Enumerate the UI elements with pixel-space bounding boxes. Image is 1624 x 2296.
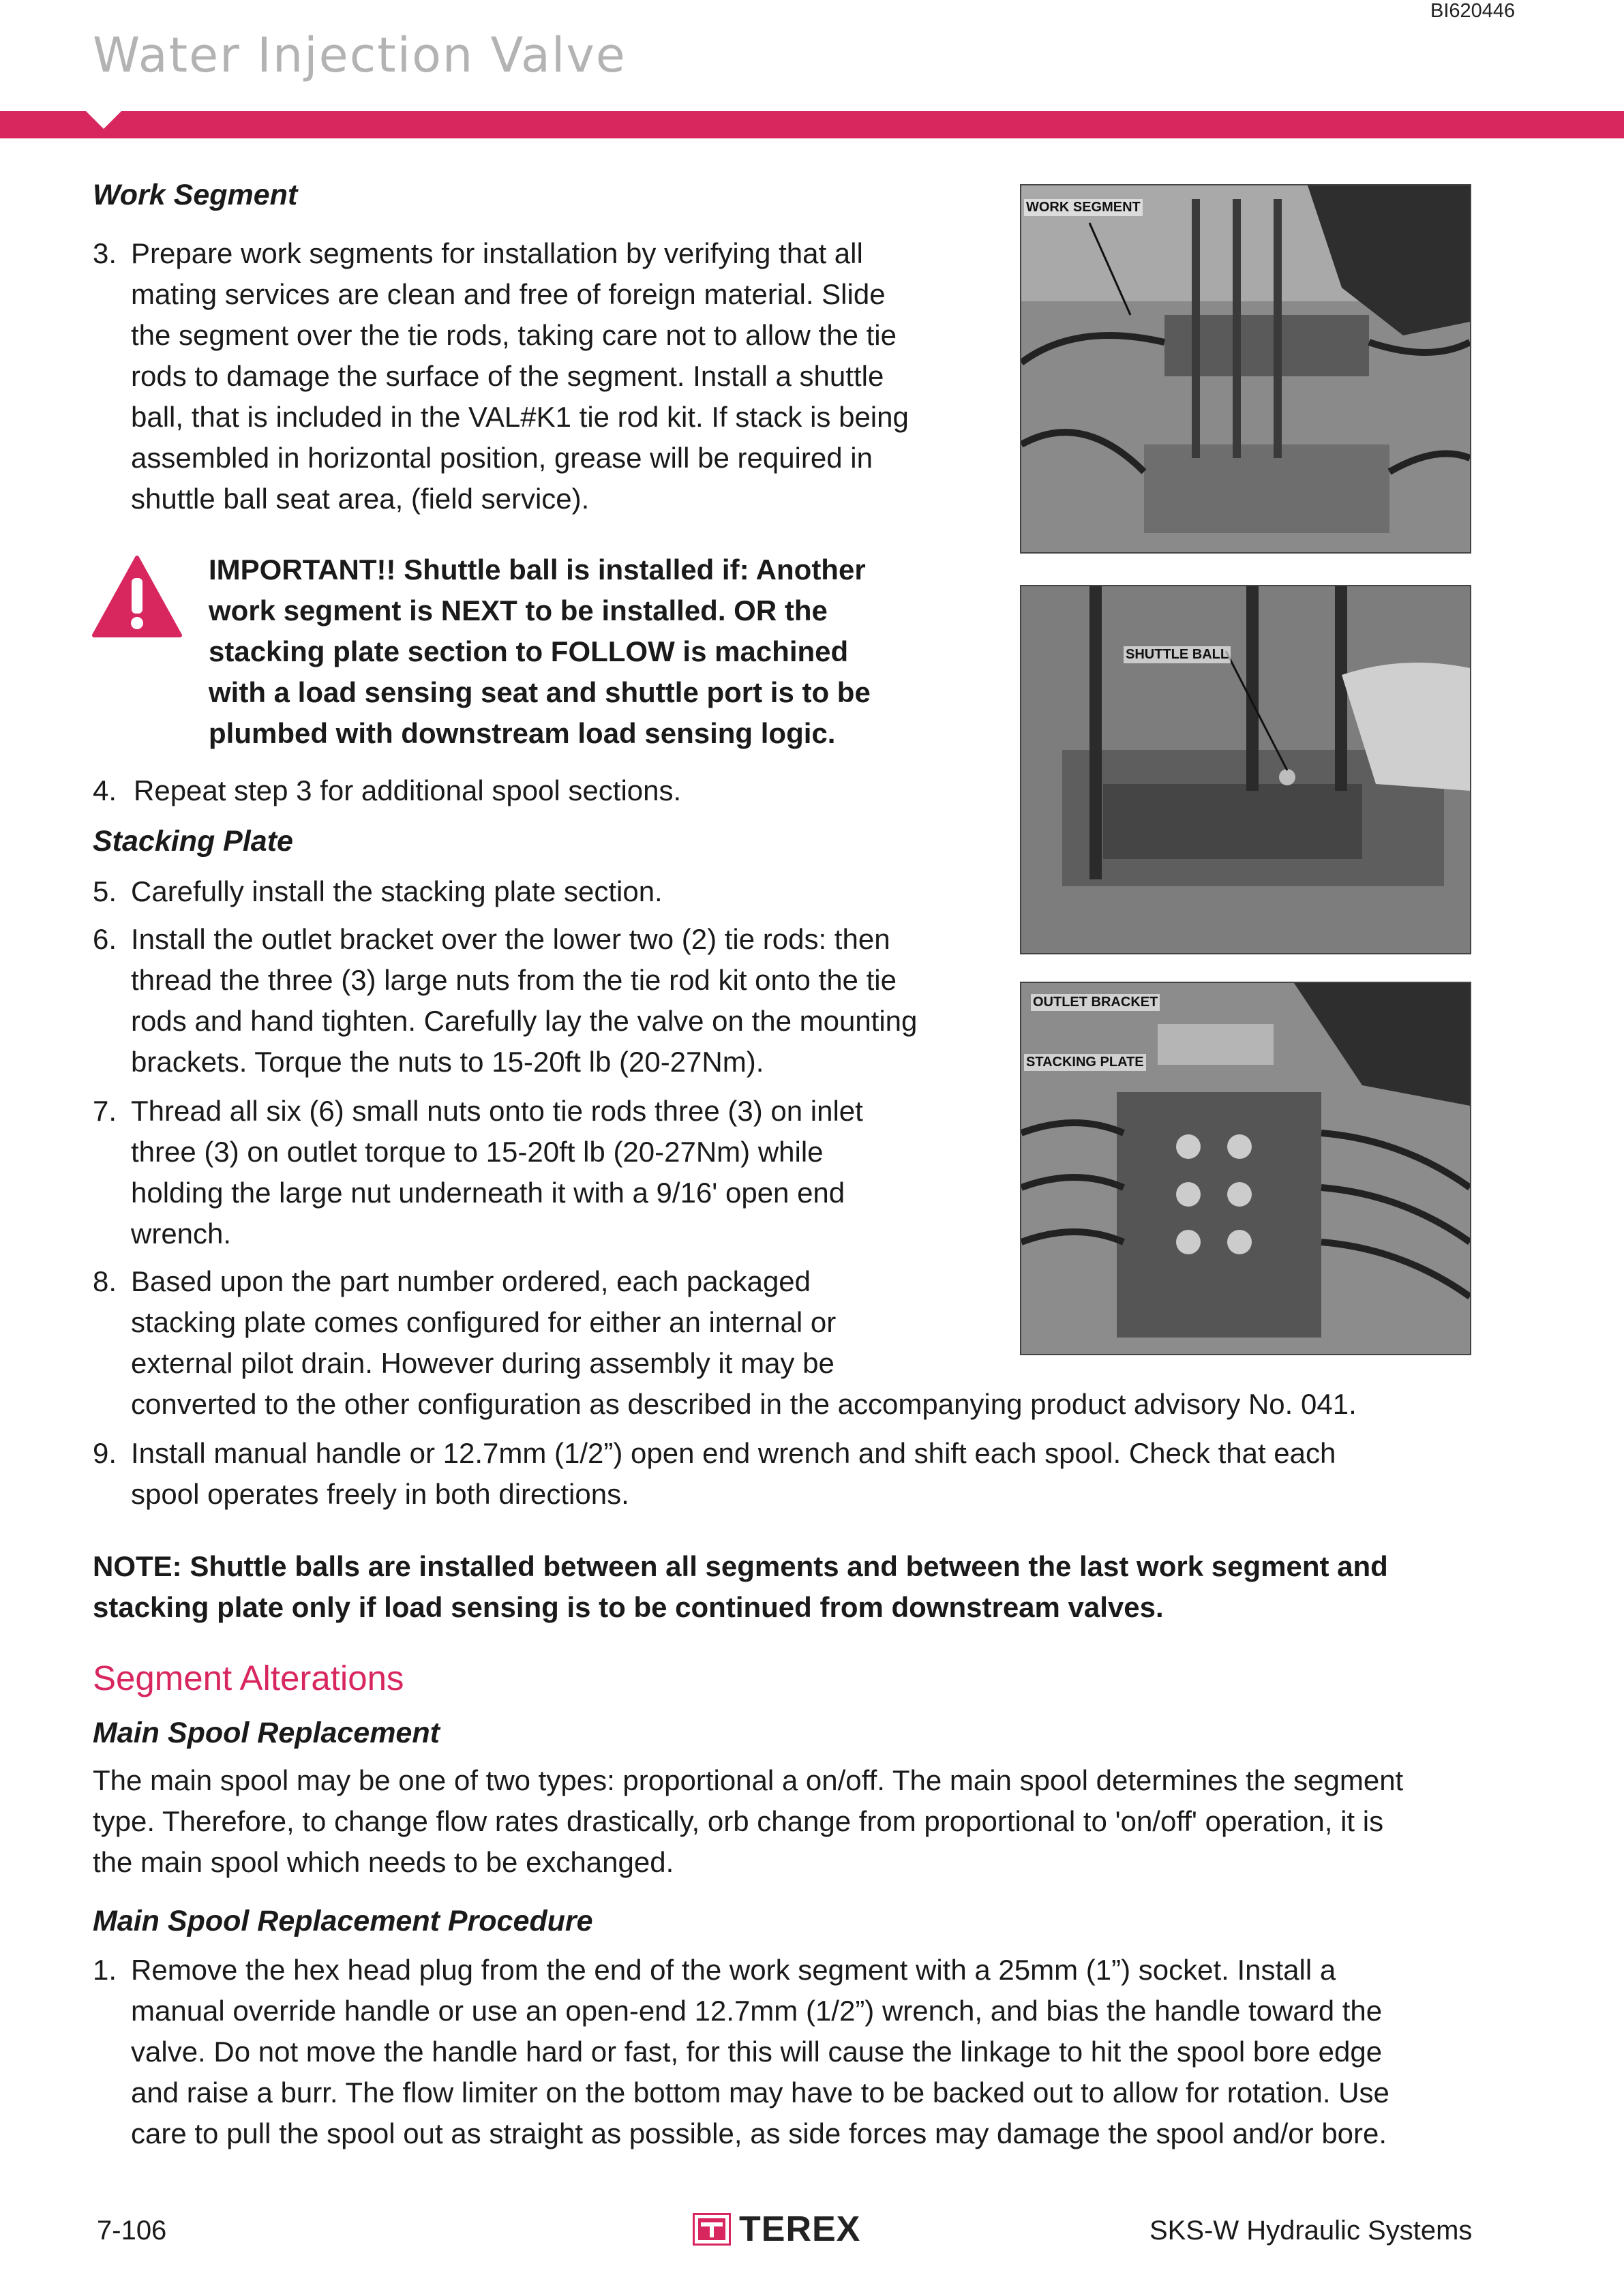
step-number: 7. bbox=[93, 1095, 117, 1127]
system-name: SKS-W Hydraulic Systems bbox=[1149, 2216, 1473, 2246]
step-6-line: brackets. Torque the nuts to 15-20ft lb (20-27Nm). bbox=[131, 1046, 764, 1078]
step-3-line: assembled in horizontal position, grease will be required in bbox=[131, 442, 873, 474]
step-8-line: converted to the other configuration as described in the accompanying product advisory No. 041. bbox=[131, 1388, 1357, 1420]
step-3-line: mating services are clean and free of foreign material. Slide bbox=[131, 278, 886, 310]
step-number: 3. bbox=[93, 237, 117, 269]
step-6-line: rods and hand tighten. Carefully lay the valve on the mounting bbox=[131, 1005, 918, 1037]
step-7-line: wrench. bbox=[131, 1218, 232, 1250]
important-note bbox=[209, 549, 959, 754]
procedure-line: manual override handle or use an open-end 12.7mm (1/2”) wrench, and bias the handle toward the bbox=[131, 1995, 1383, 2027]
step-3-line: Prepare work segments for installation by verifying that all bbox=[131, 237, 863, 269]
step-number: 6. bbox=[93, 923, 117, 955]
step-4-text: Repeat step 3 for additional spool sections. bbox=[134, 774, 682, 806]
procedure-line: care to pull the spool out as straight as possible, as side forces may damage the spool and/or bore. bbox=[131, 2117, 1387, 2149]
important-line: plumbed with downstream load sensing logic. bbox=[209, 717, 836, 749]
main-spool-paragraph bbox=[93, 1760, 1538, 1883]
important-line: work segment is NEXT to be installed. OR the bbox=[209, 594, 828, 626]
step-9-line: Install manual handle or 12.7mm (1/2”) open end wrench and shift each spool. Check that each bbox=[131, 1437, 1336, 1469]
document-id: BI620446 bbox=[1430, 0, 1516, 22]
outlet-bracket-illustration bbox=[1021, 983, 1470, 1354]
step-8-line: external pilot drain. However during assembly it may be bbox=[131, 1347, 834, 1379]
step-7-line: holding the large nut underneath it with a 9/16' open end bbox=[131, 1177, 845, 1209]
step-9-line: spool operates freely in both directions. bbox=[131, 1478, 629, 1510]
step-3-line: rods to damage the surface of the segment. Install a shuttle bbox=[131, 360, 884, 392]
warning-triangle-icon bbox=[91, 555, 183, 638]
step-number: 5. bbox=[93, 875, 117, 907]
photo-label: OUTLET BRACKET bbox=[1031, 994, 1160, 1011]
step-3-line: ball, that is included in the VAL#K1 tie rod kit. If stack is being bbox=[131, 401, 909, 433]
note-line: stacking plate only if load sensing is to be continued from downstream valves. bbox=[93, 1591, 1164, 1623]
procedure-line: and raise a burr. The flow limiter on the bottom may have to be backed out to allow for rotation. Use bbox=[131, 2076, 1389, 2109]
stacking-plate-heading: Stacking Plate bbox=[93, 825, 293, 858]
brand-name: TEREX bbox=[739, 2209, 861, 2249]
segment-alterations-heading: Segment Alterations bbox=[93, 1659, 404, 1697]
header-accent-bar bbox=[0, 111, 1624, 138]
paragraph-line: type. Therefore, to change flow rates drastically, orb change from proportional to 'on/off' operation, it is bbox=[93, 1805, 1384, 1837]
page-title: Water Injection Valve bbox=[93, 27, 627, 83]
work-segment-heading: Work Segment bbox=[93, 179, 298, 211]
terex-logo-mark bbox=[693, 2213, 731, 2246]
photo-label: STACKING PLATE bbox=[1024, 1054, 1146, 1071]
work-segment-photo bbox=[1020, 184, 1471, 554]
step-number: 1. bbox=[93, 1954, 117, 1986]
step-5-text: Carefully install the stacking plate section. bbox=[131, 875, 663, 907]
paragraph-line: the main spool which needs to be exchanged. bbox=[93, 1846, 674, 1878]
step-number: 8. bbox=[93, 1265, 117, 1297]
photo-label: SHUTTLE BALL bbox=[1124, 646, 1231, 663]
step-8-line: Based upon the part number ordered, each packaged bbox=[131, 1265, 811, 1297]
main-spool-replacement-heading: Main Spool Replacement bbox=[93, 1717, 440, 1749]
header-bar-notch bbox=[86, 111, 121, 129]
outlet-bracket-photo bbox=[1020, 982, 1471, 1355]
step-7-line: three (3) on outlet torque to 15-20ft lb (20-27Nm) while bbox=[131, 1136, 824, 1168]
note-line: NOTE: Shuttle balls are installed between all segments and between the last work segment and bbox=[93, 1550, 1388, 1582]
paragraph-line: The main spool may be one of two types: proportional a on/off. The main spool determines the segment bbox=[93, 1764, 1404, 1796]
important-line: stacking plate section to FOLLOW is machined bbox=[209, 635, 849, 667]
procedure-heading: Main Spool Replacement Procedure bbox=[93, 1905, 593, 1937]
page-number: 7-106 bbox=[97, 2216, 167, 2246]
step-3-line: shuttle ball seat area, (field service). bbox=[131, 483, 590, 515]
step-6-line: Install the outlet bracket over the lower two (2) tie rods: then bbox=[131, 923, 890, 955]
terex-logo bbox=[693, 2209, 890, 2250]
shuttle-ball-note bbox=[93, 1546, 1524, 1628]
step-6-line: thread the three (3) large nuts from the tie rod kit onto the tie bbox=[131, 964, 897, 996]
important-line: IMPORTANT!! Shuttle ball is installed if: Another bbox=[209, 554, 866, 586]
important-line: with a load sensing seat and shuttle port is to be bbox=[209, 676, 871, 708]
procedure-line: valve. Do not move the handle hard or fast, for this will cause the linkage to hit the spool bore edge bbox=[131, 2036, 1383, 2068]
work-segment-illustration bbox=[1021, 185, 1470, 552]
step-8-line: stacking plate comes configured for either an internal or bbox=[131, 1306, 837, 1338]
procedure-line: Remove the hex head plug from the end of the work segment with a 25mm (1”) socket. Install a bbox=[131, 1954, 1336, 1986]
photo-label: WORK SEGMENT bbox=[1024, 199, 1143, 216]
shuttle-ball-photo bbox=[1020, 585, 1471, 954]
shuttle-ball-illustration bbox=[1021, 586, 1470, 953]
step-7-line: Thread all six (6) small nuts onto tie rods three (3) on inlet bbox=[131, 1095, 863, 1127]
step-number: 4. bbox=[93, 774, 117, 806]
step-number: 9. bbox=[93, 1437, 117, 1469]
step-3-line: the segment over the tie rods, taking care not to allow the tie bbox=[131, 319, 897, 351]
